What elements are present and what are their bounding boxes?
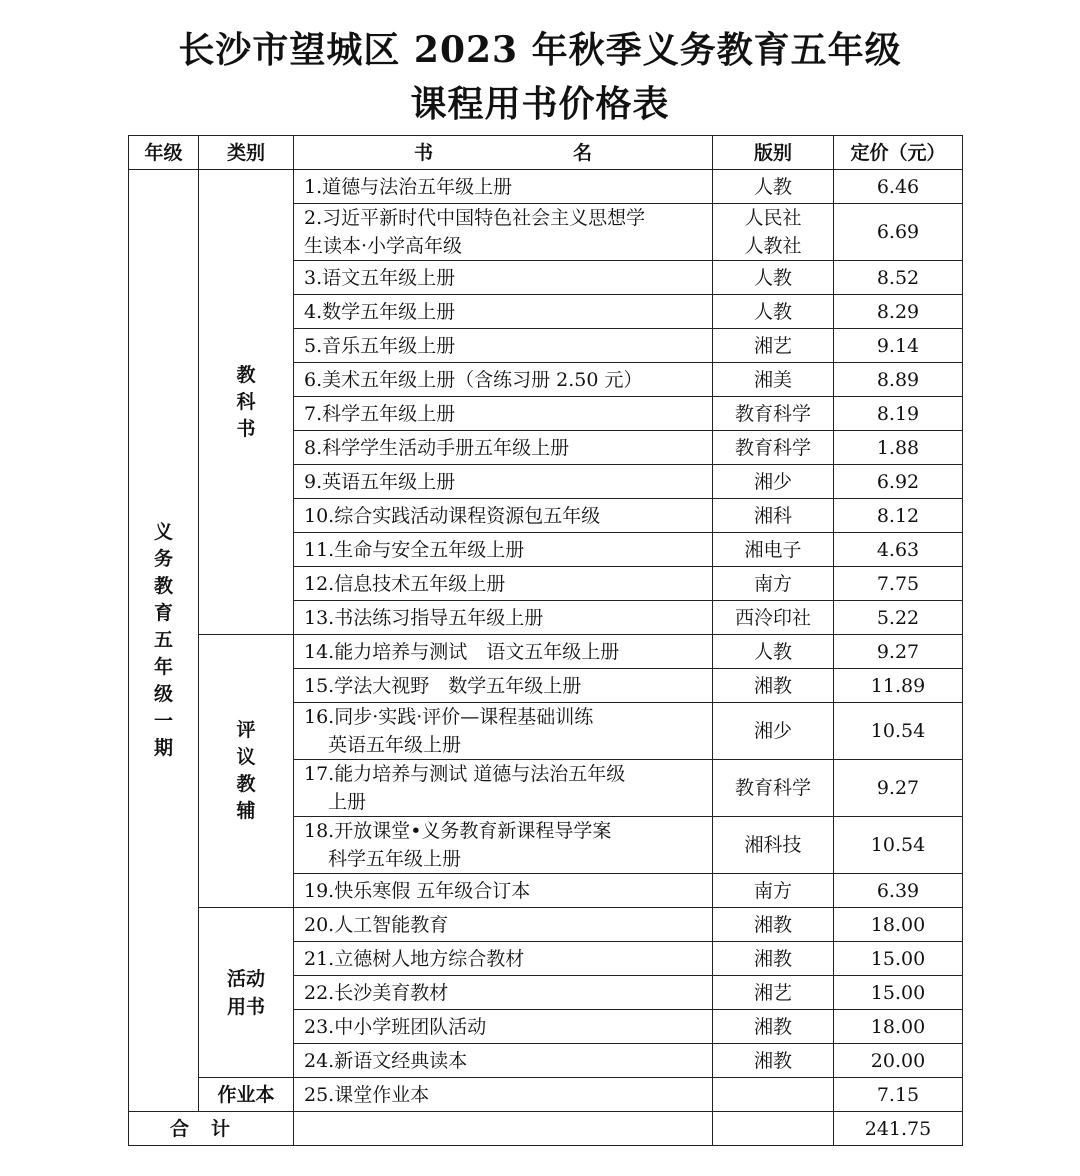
publisher-line1: 湘美 bbox=[753, 368, 792, 391]
header-book-name bbox=[294, 136, 713, 170]
book-name bbox=[294, 533, 713, 567]
book-name bbox=[294, 204, 713, 261]
header-grade: 年级 bbox=[129, 136, 199, 170]
total-row bbox=[129, 1112, 963, 1146]
book-price: 10.54 bbox=[834, 703, 963, 760]
book-price: 9.27 bbox=[834, 760, 963, 817]
book-price: 18.00 bbox=[834, 908, 963, 942]
grade-cell-char: 务 bbox=[153, 548, 173, 570]
category-review-char: 议 bbox=[236, 746, 256, 768]
book-name bbox=[294, 1078, 713, 1112]
book-price: 18.00 bbox=[834, 1010, 963, 1044]
book-name-line1: 15.学法大视野 数学五年级上册 bbox=[304, 674, 582, 697]
book-name-line1: 4.数学五年级上册 bbox=[304, 300, 456, 323]
category-activity bbox=[199, 908, 294, 1078]
book-publisher bbox=[713, 397, 834, 431]
book-name-line2: 上册 bbox=[328, 791, 367, 813]
book-name bbox=[294, 499, 713, 533]
total-empty-name bbox=[294, 1112, 713, 1146]
publisher-line1: 南方 bbox=[753, 879, 792, 902]
book-publisher bbox=[713, 170, 834, 204]
header-book-char-1: 书 bbox=[413, 141, 433, 164]
publisher-line1: 湘科 bbox=[753, 504, 792, 527]
book-publisher bbox=[713, 1044, 834, 1078]
book-name-line1: 19.快乐寒假 五年级合订本 bbox=[304, 879, 531, 902]
grade-cell-char: 级 bbox=[153, 683, 173, 705]
book-publisher bbox=[713, 329, 834, 363]
header-price: 定价（元） bbox=[834, 136, 963, 170]
book-price: 5.22 bbox=[834, 601, 963, 635]
table-row bbox=[129, 635, 963, 669]
book-name-line1: 2.习近平新时代中国特色社会主义思想学 bbox=[304, 207, 646, 229]
book-name bbox=[294, 817, 713, 874]
grade-cell bbox=[129, 170, 199, 1112]
publisher-line1: 人教 bbox=[753, 175, 792, 198]
category-review-char: 评 bbox=[236, 719, 256, 741]
book-price: 6.92 bbox=[834, 465, 963, 499]
book-name bbox=[294, 874, 713, 908]
publisher-line1: 湘教 bbox=[753, 1049, 792, 1072]
book-publisher bbox=[713, 295, 834, 329]
book-name-line1: 18.开放课堂•义务教育新课程导学案 bbox=[304, 820, 612, 842]
book-name bbox=[294, 601, 713, 635]
book-price: 6.39 bbox=[834, 874, 963, 908]
book-name-line1: 22.长沙美育教材 bbox=[304, 981, 449, 1004]
book-name-line1: 25.课堂作业本 bbox=[304, 1083, 430, 1106]
category-activity-line: 活动 bbox=[226, 967, 265, 990]
book-price: 9.14 bbox=[834, 329, 963, 363]
book-publisher bbox=[713, 567, 834, 601]
book-name-line1: 14.能力培养与测试 语文五年级上册 bbox=[304, 640, 620, 663]
book-name-line1: 12.信息技术五年级上册 bbox=[304, 572, 506, 595]
book-name-line1: 13.书法练习指导五年级上册 bbox=[304, 606, 544, 629]
category-textbook bbox=[199, 170, 294, 635]
book-name-line1: 9.英语五年级上册 bbox=[304, 470, 456, 493]
book-publisher bbox=[713, 499, 834, 533]
book-publisher bbox=[713, 204, 834, 261]
table-row bbox=[129, 908, 963, 942]
total-price: 241.75 bbox=[834, 1112, 963, 1146]
book-name bbox=[294, 329, 713, 363]
book-name-line1: 20.人工智能教育 bbox=[304, 913, 449, 936]
book-publisher bbox=[713, 635, 834, 669]
book-price: 8.12 bbox=[834, 499, 963, 533]
category-textbook-char: 书 bbox=[236, 417, 256, 440]
grade-cell-char: 期 bbox=[153, 737, 173, 759]
category-activity-line: 用书 bbox=[226, 995, 265, 1018]
book-name bbox=[294, 1010, 713, 1044]
book-price: 15.00 bbox=[834, 942, 963, 976]
book-name-line2: 生读本·小学高年级 bbox=[304, 235, 463, 257]
book-name bbox=[294, 635, 713, 669]
book-price: 8.19 bbox=[834, 397, 963, 431]
book-name-line1: 5.音乐五年级上册 bbox=[304, 334, 456, 357]
publisher-line1: 教育科学 bbox=[734, 402, 811, 425]
table-row bbox=[129, 170, 963, 204]
grade-cell-char: 育 bbox=[153, 602, 173, 624]
book-name-line1: 23.中小学班团队活动 bbox=[304, 1015, 487, 1038]
publisher-line1: 湘电子 bbox=[744, 538, 802, 561]
book-price: 10.54 bbox=[834, 817, 963, 874]
book-name bbox=[294, 1044, 713, 1078]
book-price: 9.27 bbox=[834, 635, 963, 669]
book-publisher bbox=[713, 669, 834, 703]
publisher-line1: 湘教 bbox=[753, 913, 792, 936]
header-book-char-2: 名 bbox=[573, 141, 593, 164]
grade-cell-char: 五 bbox=[153, 629, 173, 651]
publisher-line1: 人教 bbox=[753, 300, 792, 323]
header-category: 类别 bbox=[199, 136, 294, 170]
total-label: 合计 bbox=[129, 1112, 294, 1146]
header-publisher: 版别 bbox=[713, 136, 834, 170]
book-name bbox=[294, 295, 713, 329]
book-name bbox=[294, 567, 713, 601]
publisher-line1: 湘科技 bbox=[744, 834, 802, 856]
publisher-line1: 湘教 bbox=[753, 1015, 792, 1038]
book-publisher bbox=[713, 760, 834, 817]
book-name-line1: 3.语文五年级上册 bbox=[304, 266, 456, 289]
book-publisher bbox=[713, 533, 834, 567]
book-price: 1.88 bbox=[834, 431, 963, 465]
grade-cell-char: 一 bbox=[153, 710, 173, 732]
book-publisher bbox=[713, 1078, 834, 1112]
book-name bbox=[294, 465, 713, 499]
book-price: 8.52 bbox=[834, 261, 963, 295]
book-name-line1: 21.立德树人地方综合教材 bbox=[304, 947, 525, 970]
total-empty-publisher bbox=[713, 1112, 834, 1146]
book-name bbox=[294, 170, 713, 204]
book-name bbox=[294, 261, 713, 295]
book-name-line1: 6.美术五年级上册（含练习册 2.50 元） bbox=[304, 368, 643, 391]
book-name-line2: 科学五年级上册 bbox=[328, 848, 462, 870]
category-textbook-char: 科 bbox=[236, 390, 256, 413]
publisher-line1: 教育科学 bbox=[734, 777, 811, 799]
publisher-line1: 教育科学 bbox=[734, 436, 811, 459]
book-publisher bbox=[713, 1010, 834, 1044]
publisher-line1: 湘教 bbox=[753, 674, 792, 697]
book-publisher bbox=[713, 601, 834, 635]
grade-cell-char: 教 bbox=[153, 575, 173, 597]
publisher-line1: 湘少 bbox=[753, 720, 792, 742]
publisher-line1: 湘教 bbox=[753, 947, 792, 970]
book-publisher bbox=[713, 363, 834, 397]
publisher-line1: 西泠印社 bbox=[734, 606, 811, 629]
category-textbook-char: 教 bbox=[236, 363, 256, 386]
book-name-line1: 16.同步·实践·评价—课程基础训练 bbox=[304, 706, 594, 728]
book-price: 6.46 bbox=[834, 170, 963, 204]
book-name bbox=[294, 976, 713, 1010]
book-name bbox=[294, 669, 713, 703]
grade-cell-char: 义 bbox=[153, 521, 173, 543]
book-name bbox=[294, 760, 713, 817]
price-table bbox=[128, 135, 963, 1146]
book-name-line1: 11.生命与安全五年级上册 bbox=[304, 538, 525, 561]
book-name bbox=[294, 397, 713, 431]
book-publisher bbox=[713, 942, 834, 976]
book-name bbox=[294, 431, 713, 465]
book-name-line1: 10.综合实践活动课程资源包五年级 bbox=[304, 504, 601, 527]
book-name-line1: 24.新语文经典读本 bbox=[304, 1049, 468, 1072]
book-price: 11.89 bbox=[834, 669, 963, 703]
category-homework-label: 作业本 bbox=[217, 1083, 275, 1106]
publisher-line1: 湘艺 bbox=[753, 981, 792, 1004]
publisher-line1: 南方 bbox=[753, 572, 792, 595]
book-name bbox=[294, 363, 713, 397]
book-price: 6.69 bbox=[834, 204, 963, 261]
book-name-line1: 7.科学五年级上册 bbox=[304, 402, 456, 425]
book-name-line1: 17.能力培养与测试 道德与法治五年级 bbox=[304, 763, 626, 785]
publisher-line1: 人民社 bbox=[744, 207, 802, 229]
book-publisher bbox=[713, 874, 834, 908]
book-price: 7.15 bbox=[834, 1078, 963, 1112]
header-row bbox=[129, 136, 963, 170]
book-name bbox=[294, 942, 713, 976]
page-title-line2: 课程用书价格表 bbox=[410, 83, 670, 125]
book-price: 8.89 bbox=[834, 363, 963, 397]
grade-cell-char: 年 bbox=[153, 656, 173, 678]
book-price: 20.00 bbox=[834, 1044, 963, 1078]
book-name-line2: 英语五年级上册 bbox=[328, 734, 462, 756]
book-name bbox=[294, 703, 713, 760]
book-publisher bbox=[713, 908, 834, 942]
category-homework bbox=[199, 1078, 294, 1112]
book-publisher bbox=[713, 817, 834, 874]
book-publisher bbox=[713, 976, 834, 1010]
book-publisher bbox=[713, 703, 834, 760]
book-price: 8.29 bbox=[834, 295, 963, 329]
book-publisher bbox=[713, 465, 834, 499]
category-review-char: 教 bbox=[236, 773, 256, 795]
book-name bbox=[294, 908, 713, 942]
book-name-line1: 8.科学学生活动手册五年级上册 bbox=[304, 436, 570, 459]
table-row bbox=[129, 1078, 963, 1112]
book-price: 7.75 bbox=[834, 567, 963, 601]
category-review bbox=[199, 635, 294, 908]
book-price: 4.63 bbox=[834, 533, 963, 567]
book-publisher bbox=[713, 261, 834, 295]
book-publisher bbox=[713, 431, 834, 465]
publisher-line2: 人教社 bbox=[744, 235, 802, 257]
publisher-line1: 湘少 bbox=[753, 470, 792, 493]
book-price: 15.00 bbox=[834, 976, 963, 1010]
category-review-char: 辅 bbox=[236, 800, 256, 822]
book-name-line1: 1.道德与法治五年级上册 bbox=[304, 175, 513, 198]
publisher-line1: 湘艺 bbox=[753, 334, 792, 357]
publisher-line1: 人教 bbox=[753, 266, 792, 289]
page-title-line1: 长沙市望城区 2023 年秋季义务教育五年级 bbox=[178, 29, 902, 71]
publisher-line1: 人教 bbox=[753, 640, 792, 663]
